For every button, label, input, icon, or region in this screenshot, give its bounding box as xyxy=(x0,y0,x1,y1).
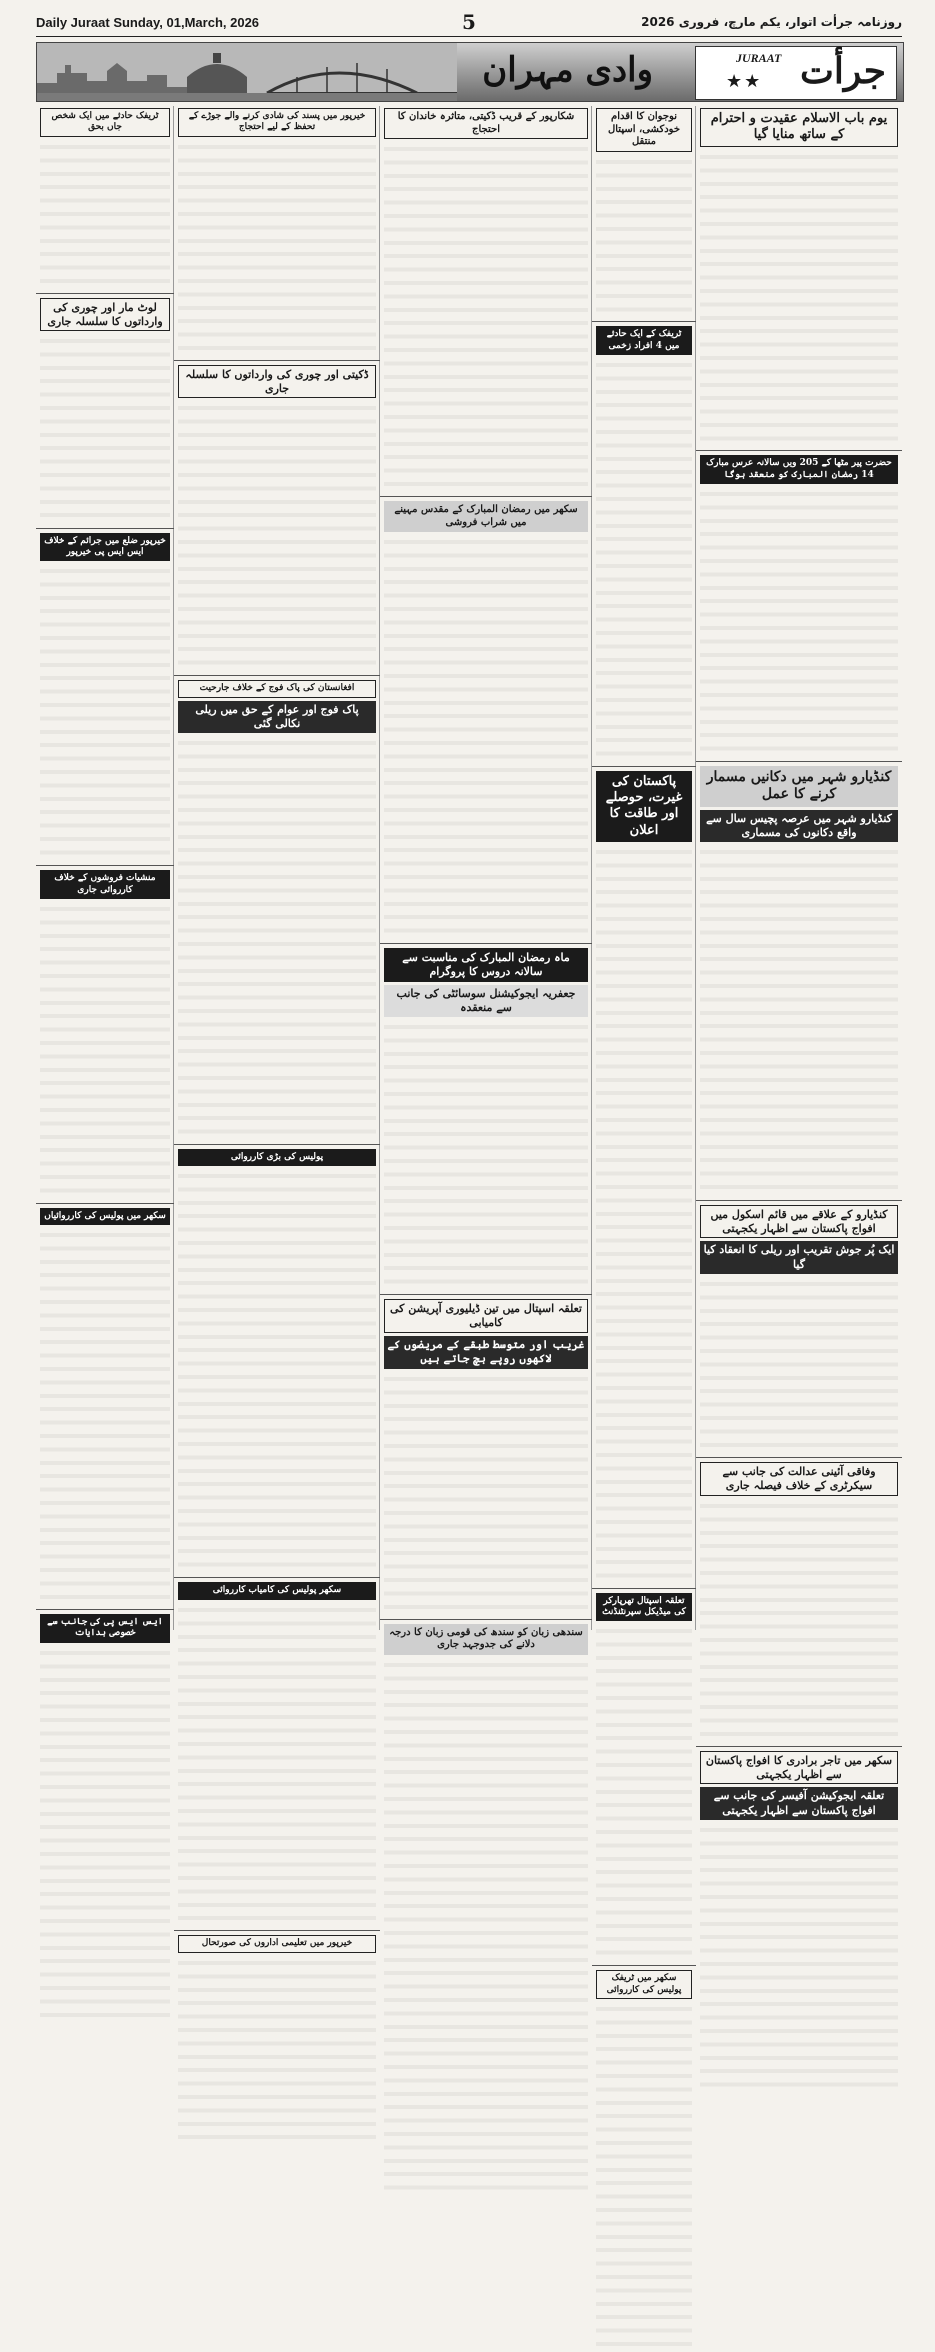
news-article xyxy=(36,108,174,289)
page-header xyxy=(36,10,902,37)
news-article xyxy=(592,326,696,762)
article-divider xyxy=(380,1619,592,1620)
article-body-text xyxy=(178,1956,376,2144)
news-article xyxy=(36,1208,174,1605)
article-body-text xyxy=(178,1169,376,1571)
article-divider xyxy=(380,496,592,497)
news-article xyxy=(696,1462,902,1742)
news-article xyxy=(36,533,174,861)
article-body-text xyxy=(178,1603,376,1925)
article-body-text xyxy=(384,1020,588,1288)
news-article xyxy=(696,1205,902,1453)
article-headline: وفاقی آئینی عدالت کی جانب سے سیکرٹری کے خلاف فیصلہ جاری xyxy=(700,1462,898,1496)
article-headline: ماہ رمضان المبارک کی مناسبت سے سالانہ دروس کا پروگرام xyxy=(384,948,588,982)
article-divider xyxy=(696,1457,902,1458)
logo-stars: ★★ xyxy=(726,71,763,92)
page-number: 5 xyxy=(462,10,476,34)
article-divider xyxy=(174,1577,380,1578)
article-body-text xyxy=(178,401,376,669)
article-headline: خیرپور میں پسند کی شادی کرنے والے جوڑے کے تحفظ کے لیے احتجاج xyxy=(178,108,376,137)
news-article xyxy=(380,1299,592,1614)
article-headline: نوجوان کا اقدام خودکشی، اسپتال منتقل xyxy=(596,108,692,152)
logo-urdu-text: جرأت xyxy=(799,50,886,92)
article-body-text xyxy=(700,487,898,755)
article-body-text xyxy=(384,535,588,937)
article-body-text xyxy=(700,1499,898,1740)
news-article xyxy=(592,1970,696,2352)
article-divider xyxy=(36,293,174,294)
news-article xyxy=(380,108,592,492)
article-divider xyxy=(174,1930,380,1931)
article-divider xyxy=(380,943,592,944)
news-article xyxy=(592,771,696,1584)
article-headline: خیرپور میں تعلیمی اداروں کی صورتحال xyxy=(178,1935,376,1952)
article-headline: سندھی زبان کو سندھ کی قومی زبان کا درجہ دلانے کی جدوجہد جاری xyxy=(384,1624,588,1655)
article-divider xyxy=(36,865,174,866)
article-body-text xyxy=(40,564,170,859)
article-body-text xyxy=(384,1372,588,1613)
article-divider xyxy=(36,1609,174,1610)
article-body-text xyxy=(384,142,588,490)
article-body-text xyxy=(700,845,898,1193)
article-headline: افغانستان کی پاک فوج کے خلاف جارحیت xyxy=(178,680,376,697)
article-body-text xyxy=(700,1823,898,2091)
article-headline: تعلقہ اسپتال میں تین ڈیلیوری آپریشن کی کامیابی xyxy=(384,1299,588,1333)
news-article xyxy=(36,870,174,1198)
article-divider xyxy=(696,1200,902,1201)
article-subheadline: پاک فوج اور عوام کے حق میں ریلی نکالی گئی xyxy=(178,701,376,734)
article-body-text xyxy=(40,334,170,522)
article-headline: خیرپور ضلع میں جرائم کے خلاف ایس ایس پی خیرپور xyxy=(40,533,170,562)
news-article xyxy=(174,365,380,672)
article-headline: تعلقہ اسپتال تھرپارکر کی میڈیکل سپرنٹنڈنٹ xyxy=(596,1593,692,1622)
article-body-text xyxy=(596,155,692,316)
article-headline: ٹریفک کے ایک حادثے میں 4 افراد زخمی xyxy=(596,326,692,355)
news-column xyxy=(173,106,380,1949)
article-headline: ڈکیتی اور چوری کی وارداتوں کا سلسلہ جاری xyxy=(178,365,376,399)
news-article xyxy=(174,108,380,356)
article-divider xyxy=(174,360,380,361)
article-headline: پاکستان کی غیرت، حوصلے اور طاقت کا اعلان xyxy=(596,771,692,842)
article-subheadline: تعلقہ ایجوکیشن آفیسر کی جانب سے افواج پاکستان سے اظہار یکجہتی xyxy=(700,1787,898,1820)
header-date-urdu: روزنامہ جرأت اتوار، یکم مارچ، فروری 2026 xyxy=(641,15,902,29)
article-body-text xyxy=(596,358,692,760)
article-body-text xyxy=(700,1277,898,1451)
article-body-text xyxy=(40,140,170,287)
article-headline: کنڈیارو کے علاقے میں قائم اسکول میں افواج پاکستان سے اظہار یکجہتی xyxy=(700,1205,898,1239)
article-headline: ٹریفک حادثے میں ایک شخص جاں بحق xyxy=(40,108,170,137)
article-headline: کنڈیارو شہر میں دکانیں مسمار کرنے کا عمل xyxy=(700,766,898,807)
article-headline: حضرت پیر مٹھا کے 205 ویں سالانہ عرس مبارک 14 رمضان المبارک کو منعقد ہوگا xyxy=(700,455,898,484)
news-article xyxy=(380,501,592,939)
news-article xyxy=(592,1593,696,1962)
article-body-text xyxy=(178,736,376,1138)
article-divider xyxy=(592,766,696,767)
article-divider xyxy=(380,1294,592,1295)
city-skyline-image xyxy=(37,43,457,101)
news-article xyxy=(174,1582,380,1926)
article-divider xyxy=(696,450,902,451)
news-article xyxy=(174,1149,380,1573)
article-divider xyxy=(174,1144,380,1145)
article-headline: شکارپور کے قریب ڈکیتی، متاثرہ خاندان کا احتجاج xyxy=(384,108,588,139)
news-column xyxy=(379,106,592,1651)
article-body-text xyxy=(178,140,376,354)
article-body-text xyxy=(596,845,692,1582)
article-body-text xyxy=(384,1658,588,2194)
news-page xyxy=(36,106,902,1995)
news-column xyxy=(36,106,174,1639)
article-divider xyxy=(36,528,174,529)
article-divider xyxy=(592,1588,696,1589)
article-body-text xyxy=(596,1624,692,1959)
article-body-text xyxy=(40,1228,170,1603)
news-column xyxy=(591,106,696,1995)
article-headline: لوٹ مار اور چوری کی وارداتوں کا سلسلہ جاری xyxy=(40,298,170,332)
juraat-logo xyxy=(695,46,897,100)
article-headline: سکھر میں تاجر برادری کا افواج پاکستان سے اظہار یکجہتی xyxy=(700,1751,898,1785)
article-subheadline: غریب اور متوسط طبقے کے مریضوں کے لاکھوں روپے بچ جاتے ہیں xyxy=(384,1336,588,1369)
news-article xyxy=(380,1624,592,2196)
article-divider xyxy=(696,1746,902,1747)
news-article xyxy=(696,108,902,446)
news-article xyxy=(696,766,902,1196)
news-article xyxy=(380,948,592,1290)
article-body-text xyxy=(700,150,898,445)
news-article xyxy=(36,1614,174,2023)
article-divider xyxy=(174,675,380,676)
article-headline: یوم باب الاسلام عقیدت و احترام کے ساتھ منایا گیا xyxy=(700,108,898,147)
masthead-banner xyxy=(36,42,904,102)
article-headline: سکھر پولیس کی کامیاب کارروائی xyxy=(178,1582,376,1599)
article-body-text xyxy=(40,1646,170,2021)
article-divider xyxy=(592,1965,696,1966)
article-headline: ایس ایس پی کی جانب سے خصوصی ہدایات xyxy=(40,1614,170,1643)
news-column xyxy=(695,106,902,1817)
article-divider xyxy=(696,761,902,762)
article-headline: سکھر میں ٹریفک پولیس کی کارروائی xyxy=(596,1970,692,1999)
article-body-text xyxy=(596,2002,692,2350)
news-article xyxy=(592,108,696,317)
article-divider xyxy=(36,1203,174,1204)
article-headline: سکھر میں پولیس کی کارروائیاں xyxy=(40,1208,170,1225)
header-date-english: Daily Juraat Sunday, 01,March, 2026 xyxy=(36,15,260,30)
news-article xyxy=(696,1751,902,2093)
news-article xyxy=(696,455,902,757)
logo-english-text: JURAAT xyxy=(736,51,782,65)
article-headline: منشیات فروشوں کے خلاف کارروائی جاری xyxy=(40,870,170,899)
news-article xyxy=(174,680,380,1140)
section-title: وادی مہران xyxy=(482,50,653,90)
article-body-text xyxy=(40,902,170,1197)
news-article xyxy=(174,1935,380,2145)
article-headline: سکھر میں رمضان المبارک کے مقدس مہینے میں شراب فروشی xyxy=(384,501,588,532)
article-subheadline: جعفریہ ایجوکیشنل سوسائٹی کی جانب سے منعقدہ xyxy=(384,985,588,1018)
article-subheadline: کنڈیارو شہر میں عرصہ پچیس سال سے واقع دکانوں کی مسماری xyxy=(700,810,898,843)
article-divider xyxy=(592,321,696,322)
article-headline: پولیس کی بڑی کارروائی xyxy=(178,1149,376,1166)
article-subheadline: ایک پُر جوش تقریب اور ریلی کا انعقاد کیا گیا xyxy=(700,1241,898,1274)
news-article xyxy=(36,298,174,524)
